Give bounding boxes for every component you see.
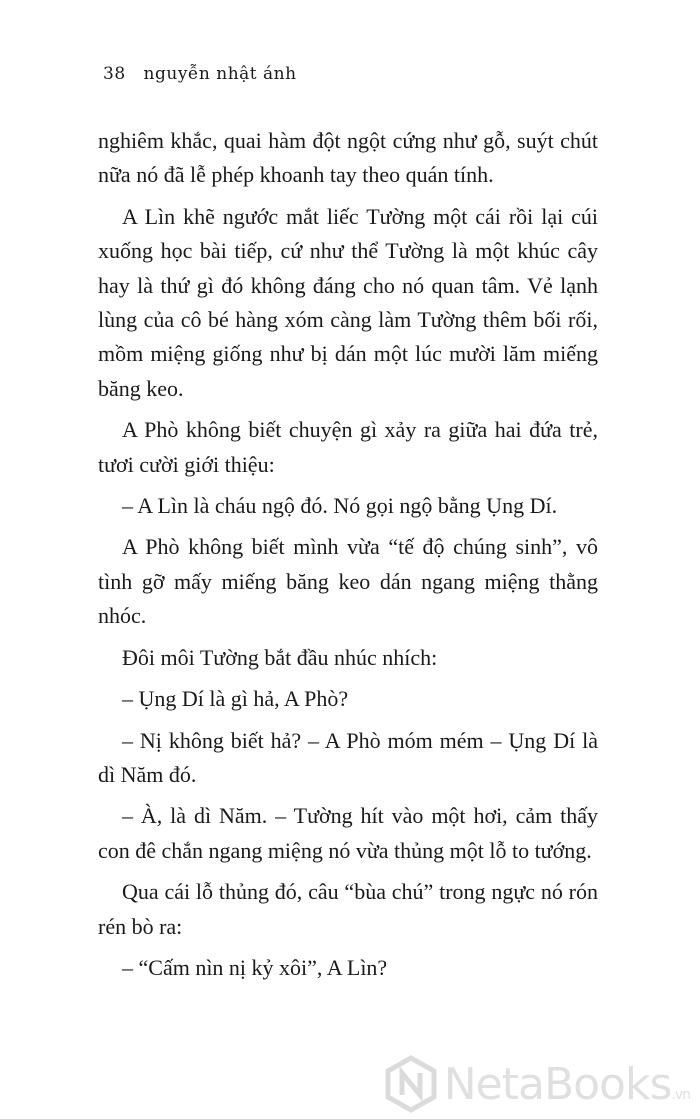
running-header: [103, 64, 297, 84]
body-text: [98, 124, 598, 992]
paragraph: Đôi môi Tường bắt đầu nhúc nhích:: [122, 644, 438, 670]
paragraph: nghiêm khắc, quai hàm đột ngột cứng như gỗ, suýt chút nữa nó đã lễ phép khoanh tay theo quán tính.: [98, 128, 598, 188]
page-number: 38: [103, 64, 126, 84]
watermark-brand: NetaBooks.vn: [443, 1058, 690, 1110]
paragraph: A Phò không biết mình vừa “tế độ chúng sinh”, vô tình gỡ mấy miếng băng keo dán ngang miệng thằng nhóc.: [98, 534, 598, 629]
paragraph: A Lìn khẽ ngước mắt liếc Tường một cái rồi lại cúi xuống học bài tiếp, cứ như thể Tường là một khúc cây hay là thứ gì đó không đáng cho nó quan tâm. Vẻ lạnh lùng của cô bé hàng xóm càng làm Tường thêm bối rối, mồm miệng giống như bị dán một lúc mười lăm miếng băng keo.: [98, 203, 598, 401]
paragraph: – Nị không biết hả? – A Phò móm mém – Ụng Dí là dì Năm đó.: [98, 727, 598, 787]
paragraph: A Phò không biết chuyện gì xảy ra giữa hai đứa trẻ, tươi cười giới thiệu:: [98, 417, 598, 477]
paragraph: Qua cái lỗ thủng đó, câu “bùa chú” trong ngực nó rón rén bò ra:: [98, 879, 598, 939]
paragraph: – Ụng Dí là gì hả, A Phò?: [122, 686, 349, 712]
watermark: [382, 1055, 690, 1113]
n-hexagon-logo-icon: [382, 1055, 440, 1113]
author-name: nguyễn nhật ánh: [143, 64, 297, 84]
paragraph: – A Lìn là cháu ngộ đó. Nó gọi ngộ bằng Ụng Dí.: [122, 493, 558, 519]
paragraph: – À, là dì Năm. – Tường hít vào một hơi, cảm thấy con đê chắn ngang miệng nó vừa thủng một lỗ to tướng.: [98, 803, 598, 863]
paragraph: – “Cấm nìn nị kỷ xôi”, A Lìn?: [122, 954, 388, 980]
